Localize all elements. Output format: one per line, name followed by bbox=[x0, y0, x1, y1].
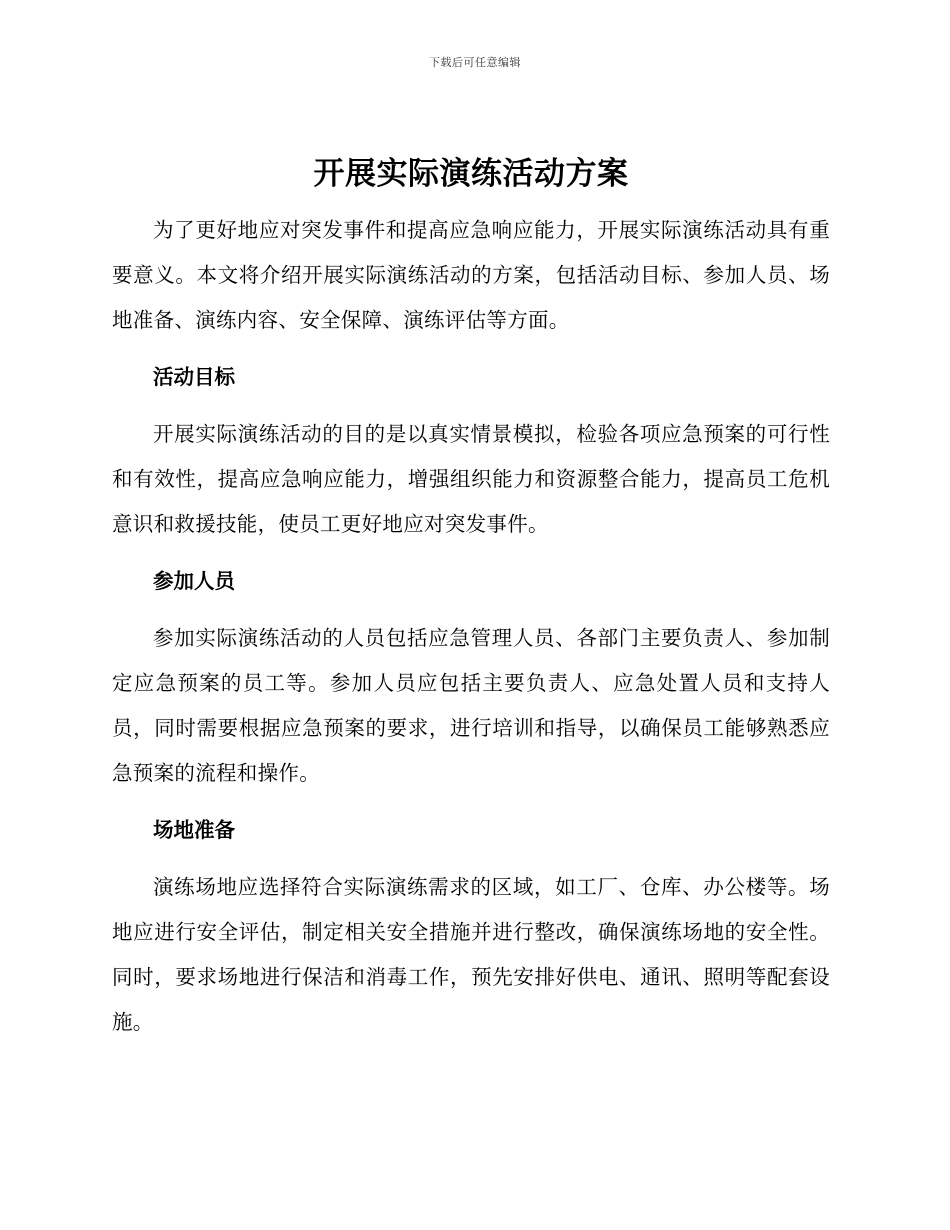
intro-paragraph: 为了更好地应对突发事件和提高应急响应能力，开展实际演练活动具有重要意义。本文将介绍开展实际演练活动的方案，包括活动目标、参加人员、场地准备、演练内容、安全保障、演练评估等方面。 bbox=[112, 218, 830, 332]
document-title: 开展实际演练活动方案 bbox=[313, 156, 629, 192]
section-heading-participants: 参加人员 bbox=[153, 569, 235, 593]
section-body-goals: 开展实际演练活动的目的是以真实情景模拟，检验各项应急预案的可行性和有效性，提高应急响应能力，增强组织能力和资源整合能力，提高员工危机意识和救援技能，使员工更好地应对突发事件。 bbox=[112, 422, 830, 536]
section-body-venue: 演练场地应选择符合实际演练需求的区域，如工厂、仓库、办公楼等。场地应进行安全评估，制定相关安全措施并进行整改，确保演练场地的安全性。同时，要求场地进行保洁和消毒工作，预先安排好供电、通讯、照明等配套设施。 bbox=[112, 875, 830, 1034]
header-note: 下载后可任意编辑 bbox=[429, 56, 521, 69]
section-heading-goals: 活动目标 bbox=[153, 365, 235, 389]
section-body-participants: 参加实际演练活动的人员包括应急管理人员、各部门主要负责人、参加制定应急预案的员工等。参加人员应包括主要负责人、应急处置人员和支持人员，同时需要根据应急预案的要求，进行培训和指导，以确保员工能够熟悉应急预案的流程和操作。 bbox=[112, 626, 830, 785]
section-heading-venue: 场地准备 bbox=[153, 818, 235, 842]
document-body bbox=[112, 152, 830, 1045]
